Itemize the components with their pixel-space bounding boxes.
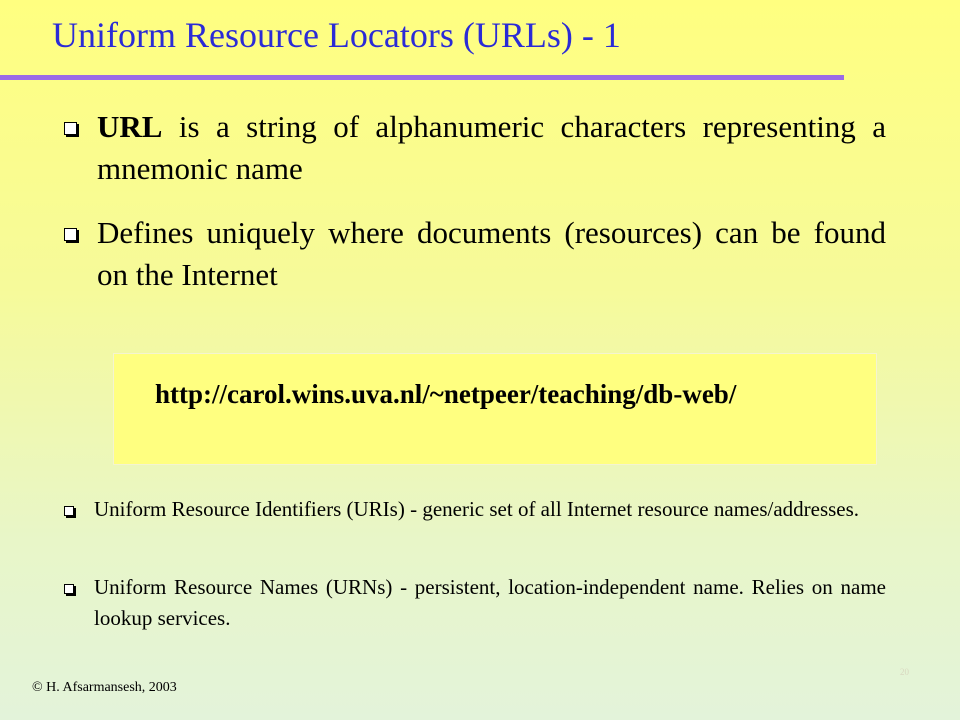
checkbox-bullet-icon [64,228,77,241]
sub-bullet-text: Uniform Resource Identifiers (URIs) - generic set of all Internet resource names/addresses. [94,497,860,521]
checkbox-bullet-icon [64,506,74,516]
sub-bullet-text: Uniform Resource Names (URNs) - persistent, location-independent name. Relies on name lookup services. [94,575,886,630]
bullet-body: is a string of alphanumeric characters representing a mnemonic name [97,109,886,186]
checkbox-bullet-icon [64,122,77,135]
bullet-bold-term: URL [97,109,163,144]
bullet-text: Defines uniquely where documents (resources) can be found on the Internet [97,215,886,292]
bullet-defines-uniquely [60,212,886,296]
slide-title: Uniform Resource Locators (URLs) - 1 [52,15,621,55]
sub-bullet-uri [60,494,886,525]
sub-bullet-urn [60,572,886,634]
checkbox-bullet-icon [64,584,74,594]
copyright-footer: © H. Afsarmansesh, 2003 [32,680,177,695]
url-example: http://carol.wins.uva.nl/~netpeer/teaching/db-web/ [155,379,737,409]
bullet-text [97,106,886,190]
page-number: 20 [900,667,909,677]
bullet-url-definition [60,106,886,190]
title-underline [0,75,844,80]
